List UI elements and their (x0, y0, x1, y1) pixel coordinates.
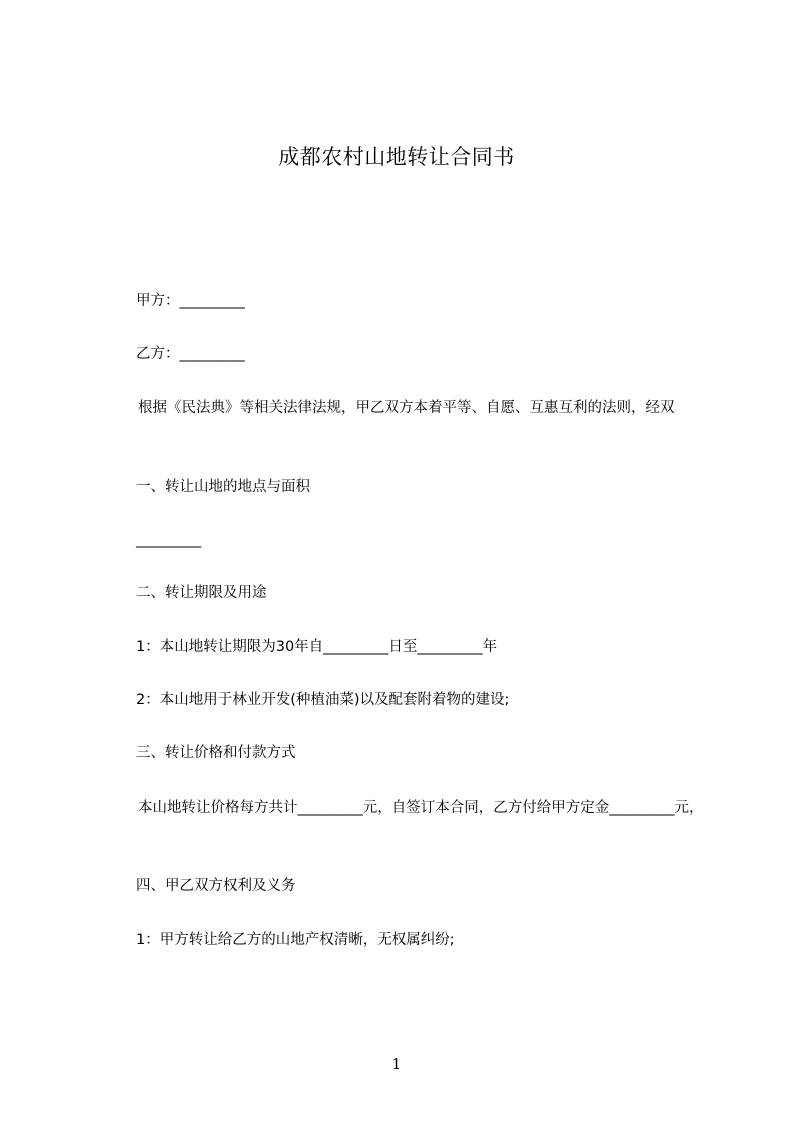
preamble-paragraph: 根据《民法典》等相关法律法规，甲乙双方本着平等、自愿、互惠互利的法则，经双 (138, 400, 675, 416)
party-a-line: 甲方：_________ (136, 293, 245, 309)
page-number: 1 (391, 1055, 402, 1073)
section-4-item-1: 1：甲方转让给乙方的山地产权清晰，无权属纠纷; (136, 932, 455, 948)
section-4-heading: 四、甲乙双方权利及义务 (136, 878, 296, 894)
section-2-item-1: 1：本山地转让期限为30年自_________日至_________年 (136, 639, 498, 655)
section-2-heading: 二、转让期限及用途 (136, 585, 267, 601)
party-b-line: 乙方：_________ (136, 346, 245, 362)
section-1-blank: _________ (136, 532, 202, 548)
document-title: 成都农村山地转让合同书 (278, 145, 515, 169)
section-1-heading: 一、转让山地的地点与面积 (136, 479, 310, 495)
section-3-heading: 三、转让价格和付款方式 (136, 745, 296, 761)
section-2-item-2: 2：本山地用于林业开发(种植油菜)以及配套附着物的建设; (136, 692, 510, 708)
section-3-body: 本山地转让价格每方共计_________元，自签订本合同，乙方付给甲方定金_________元， (138, 800, 704, 816)
